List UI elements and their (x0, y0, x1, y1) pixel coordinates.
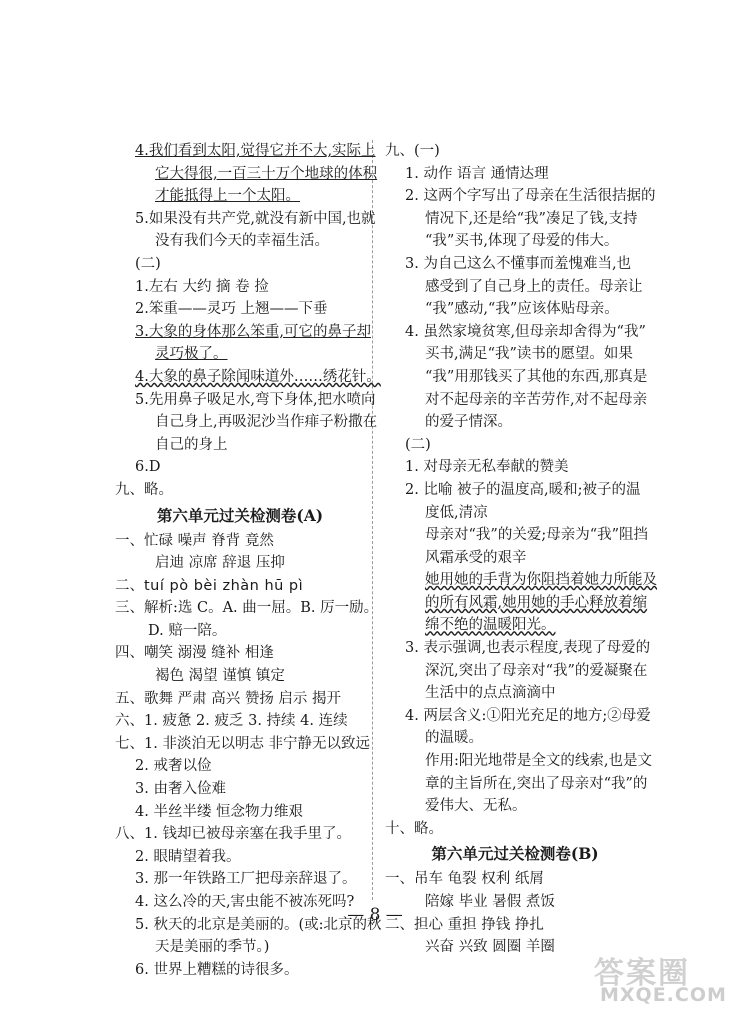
section-label: 九、(一) (385, 143, 440, 159)
answer-line: 三、解析:选 C。A. 曲一屈。B. 厉一励。 (115, 600, 379, 617)
answer-line: 二、担心 重担 挣钱 挣扎 (385, 916, 544, 933)
answer-line: 的爱子情深。 (425, 414, 512, 431)
column-divider (372, 140, 373, 900)
answer-line: 二、tuí pò bèi zhàn hū pì (115, 577, 304, 594)
section-label: (二) (405, 436, 431, 453)
answer-line: 4. 这么冷的天,害虫能不被冻死吗? (135, 894, 355, 910)
answer-line: 六、1. 疲惫 2. 疲乏 3. 持续 4. 连续 (115, 713, 348, 730)
answer-line: 1. 对母亲无私奉献的赞美 (405, 459, 569, 476)
answer-line: “我”买书,体现了母爱的伟大。 (425, 233, 619, 250)
answer-line: 褐色 渴望 谨慎 镇定 (155, 668, 285, 685)
answer-line: 4. 半丝半缕 恒念物力维艰 (135, 803, 304, 820)
answer-line: 绵不绝的温暖阳光。 (425, 617, 556, 634)
answer-line: “我”用那钱买了其他的东西,那真是 (425, 368, 648, 385)
answer-line: 4. 两层含义:①阳光充足的地方;②母爱 (405, 707, 651, 724)
answer-line: 情况下,还是给“我”凑足了钱,支持 (425, 210, 638, 227)
answer-line: 2. 戒奢以俭 (135, 758, 212, 775)
answer-line: 1.左右 大约 摘 卷 捡 (135, 278, 269, 295)
watermark-url: MXQE.COM (600, 984, 727, 1006)
answer-line: 它大得很,一百三十万个地球的体积 (155, 165, 378, 182)
answer-line: 2. 眼睛望着我。 (135, 848, 241, 865)
answer-line: 天是美丽的季节。) (155, 939, 270, 956)
answer-line: 5. 秋天的北京是美丽的。(或:北京的秋 (135, 916, 382, 933)
right-column (385, 140, 657, 959)
answer-line: 母亲对“我”的关爱;母亲为“我”阻挡 (425, 527, 649, 544)
answer-line: 3. 那一年铁路工厂把母亲辞退了。 (135, 871, 357, 888)
watermark-mark: 答案圈 (594, 956, 690, 991)
left-column (115, 140, 382, 981)
answer-line: 自己的身上 (155, 436, 228, 453)
answer-line: 兴奋 兴致 圆圈 羊圈 (425, 939, 555, 956)
answer-line: 风霜承受的艰辛 (425, 549, 527, 566)
answer-line: 3.大象的身体那么笨重,可它的鼻子却 (135, 323, 371, 340)
answer-line: D. 赔一陪。 (148, 622, 227, 639)
answer-line: 作用:阳光地带是全文的线索,也是文 (425, 753, 652, 770)
section-title-a: 第六单元过关检测卷(A) (156, 505, 324, 525)
watermark-logo (586, 948, 736, 1012)
answer-line: 4. 虽然家境贫寒,但母亲却舍得为“我” (405, 323, 646, 340)
answer-line: 九、略。 (115, 481, 173, 498)
answer-line: 的温暖。 (425, 730, 483, 747)
answer-line: 感受到了自己身上的责任。母亲让 (425, 278, 643, 295)
page-number: — 8 — (347, 905, 403, 925)
answer-line: 一、吊车 龟裂 权利 纸屑 (385, 871, 544, 888)
answer-line: 2.笨重——灵巧 上翘——下垂 (135, 301, 328, 318)
answer-line: 四、嘲笑 溺漫 缝补 相逢 (115, 645, 274, 662)
answer-line: 6. 世界上糟糕的诗很多。 (135, 961, 299, 978)
answer-line: 5.先用鼻子吸足水,弯下身体,把水喷向 (135, 391, 376, 408)
answer-line: 4.我们看到太阳,觉得它并不大,实际上 (135, 143, 376, 159)
answer-line: 1. 动作 语言 通情达理 (405, 165, 549, 182)
answer-line: 七、1. 非淡泊无以明志 非宁静无以致远 (115, 735, 371, 752)
answer-line: 才能抵得上一个太阳。 (155, 188, 300, 205)
answer-line: 章的主旨所在,突出了母亲对“我”的 (425, 775, 648, 792)
answer-line: 2. 比喻 被子的温度高,暖和;被子的温 (405, 481, 641, 498)
answer-line: 五、歌舞 严肃 高兴 赞扬 启示 揭开 (115, 690, 342, 707)
answer-line: 启迪 凉席 辞退 压抑 (155, 555, 285, 572)
answer-line: 她用她的手背为你阻挡着她力所能及 (425, 572, 657, 589)
section-title-b: 第六单元过关检测卷(B) (431, 844, 599, 864)
answer-line: 对不起母亲的辛苦劳作,对不起母亲 (425, 391, 648, 408)
answer-line: 十、略。 (385, 820, 443, 837)
answer-line: 3. 由奢入俭难 (135, 781, 226, 798)
answer-line: 4.大象的鼻子除闻味道外……绣花针。 (135, 368, 381, 385)
answer-line: 八、1. 钱却已被母亲塞在我手里了。 (115, 826, 351, 843)
answer-line: “我”感动,“我”应该体贴母亲。 (425, 301, 619, 318)
answer-line: 陪嫁 毕业 暑假 煮饭 (425, 894, 555, 910)
answer-line: 生活中的点点滴滴中 (425, 685, 556, 702)
answer-line: 2. 这两个字写出了母亲在生活很拮据的 (405, 188, 656, 205)
answer-line: 的所有风霜,她用她的手心释放着缩 (425, 594, 648, 611)
answer-line: 爱伟大、无私。 (425, 798, 527, 815)
answer-line: 自己身上,再吸泥沙当作痱子粉撒在 (155, 414, 378, 431)
answer-line: 一、忙碌 噪声 脊背 竟然 (115, 532, 274, 549)
answer-line: 买书,满足“我”读书的愿望。如果 (425, 346, 633, 363)
answer-line: 深沉,突出了母亲对“我”的爱凝聚在 (425, 662, 648, 679)
answer-line: 3. 表示强调,也表示程度,表现了母爱的 (405, 640, 651, 657)
answer-line: 5.如果没有共产党,就没有新中国,也就 (135, 210, 376, 227)
answer-line: 3. 为自己这么不懂事而羞愧难当,也 (405, 255, 632, 272)
answer-line: 6.D (135, 459, 161, 476)
answer-line: 度低,清凉 (425, 504, 488, 521)
answer-line: 没有我们今天的幸福生活。 (155, 233, 329, 250)
answer-line: 灵巧极了。 (155, 346, 228, 363)
section-label: (二) (135, 255, 161, 272)
